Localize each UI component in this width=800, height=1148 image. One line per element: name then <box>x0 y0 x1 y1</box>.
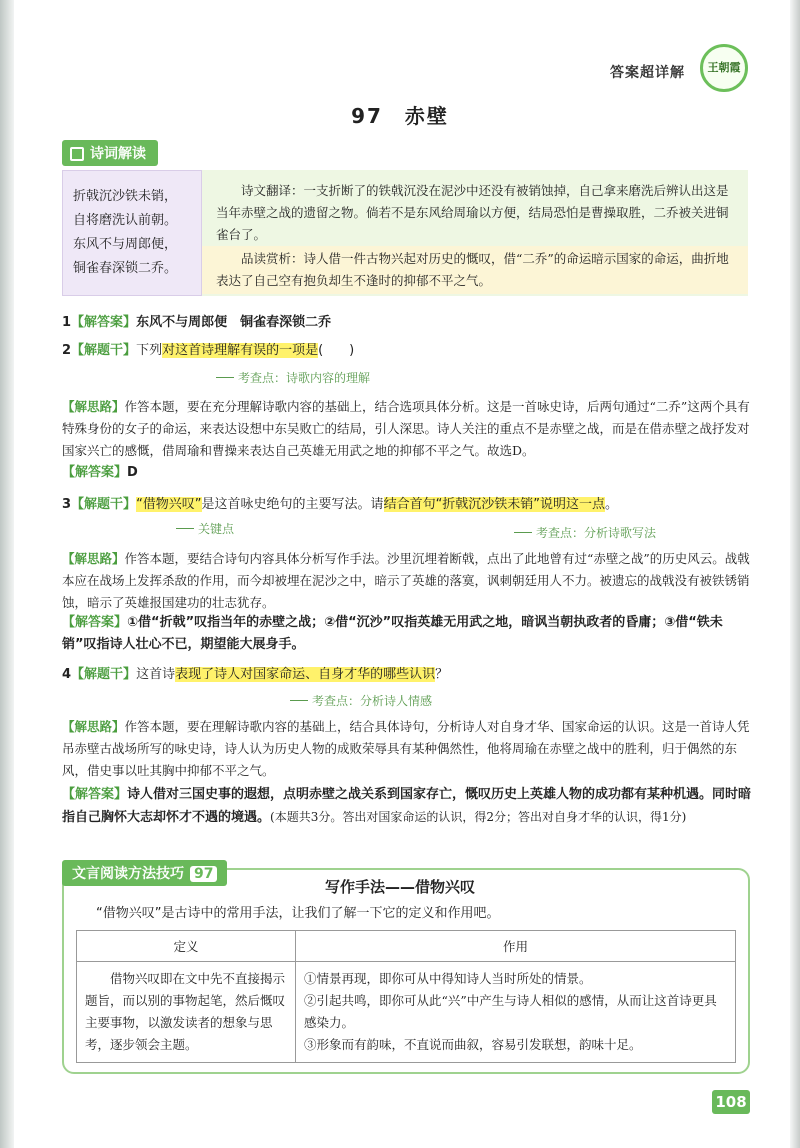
stem-text: 是这首咏史绝句的主要写法。请 <box>201 497 384 512</box>
stem-label: 【解题干】 <box>71 343 137 358</box>
stem-label: 【解题干】 <box>71 667 137 682</box>
note-q3-topic <box>514 524 656 541</box>
q3-answer <box>62 612 752 656</box>
note-text: 关键点 <box>198 522 235 536</box>
answer-label: 【解答案】 <box>71 315 137 330</box>
logo-text: 王朝霞 <box>707 61 741 74</box>
arrow-icon <box>290 700 308 701</box>
column-header-effect: 作用 <box>296 931 736 962</box>
arrow-icon <box>216 377 234 378</box>
stem-text: 。 <box>605 497 619 512</box>
q4-answer <box>62 784 752 829</box>
tips-tag-label: 文言阅读方法技巧 <box>72 866 184 882</box>
effect-item: ②引起共鸣，即你可从此“兴”中产生与诗人相似的感情，从而让这首诗更具感染力。 <box>304 993 717 1030</box>
analysis-label: 【解思路】 <box>62 399 125 414</box>
stem-label: 【解题干】 <box>71 497 137 512</box>
arrow-icon <box>514 532 532 533</box>
page-edge-right <box>790 0 800 1148</box>
stem-highlight: 结合首句“折戟沉沙铁未销”说明这一点 <box>383 497 606 512</box>
stem-highlight: 表现了诗人对国家命运、自身才华的哪些认识 <box>175 667 436 682</box>
arrow-icon <box>176 528 194 529</box>
question-3 <box>62 494 752 516</box>
question-number: 1 <box>62 315 72 330</box>
question-1 <box>62 312 752 334</box>
question-4 <box>62 664 752 686</box>
tips-tag-number: 97 <box>190 866 217 882</box>
question-2 <box>62 340 752 362</box>
note-q4 <box>290 692 432 709</box>
answer-label: 【解答案】 <box>62 465 128 480</box>
note-text: 考查点：分析诗人情感 <box>312 694 433 708</box>
effect-cell <box>296 962 736 1063</box>
analysis-text: 作答本题，要结合诗句内容具体分析写作手法。沙里沉埋着断戟，点出了此地曾有过“赤壁之战”的历史风云。战戟本应在战场上发挥杀敌的作用，而今却被埋在泥沙之中，暗示了英雄的落寞，讽刺朝廷用人不力。被遗忘的战戟没有被铁锈销蚀，暗示了英雄报国建功的壮志犹存。 <box>62 551 750 610</box>
effect-item: ①情景再现，即你可从中得知诗人当时所处的情景。 <box>304 971 592 986</box>
question-number: 3 <box>62 497 72 512</box>
appreciation-text: 品读赏析：诗人借一件古物兴起对历史的慨叹，借“二乔”的命运暗示国家的命运，曲折地表达了自己空有抱负却生不逢时的抑郁不平之气。 <box>202 246 748 294</box>
header-text: 答案超详解 <box>610 65 685 81</box>
poem-line: 东风不与周郎便， <box>73 237 178 252</box>
answer-text: 诗人借对三国史事的遐想，点明赤壁之战关系到国家存亡，慨叹历史上英雄人物的成功都有某种机遇。同时暗指自己胸怀大志却怀才不遇的境遇。 <box>62 787 752 825</box>
stem-text: ( ) <box>318 343 355 358</box>
poem-box <box>62 170 202 296</box>
calendar-icon <box>70 147 84 161</box>
page-edge-left <box>0 0 14 1148</box>
q2-answer <box>62 462 752 484</box>
poem-line: 折戟沉沙铁未销， <box>73 189 178 204</box>
section-tag-label: 诗词解读 <box>90 146 146 162</box>
page-title: 97 赤壁 <box>351 104 449 128</box>
poem-line: 自将磨洗认前朝。 <box>73 213 178 228</box>
page-header <box>588 52 758 92</box>
section-tag-poem <box>62 140 158 166</box>
column-header-definition: 定义 <box>77 931 296 962</box>
analysis-label: 【解思路】 <box>62 719 125 734</box>
analysis-text: 作答本题，要在理解诗歌内容的基础上，结合具体诗句，分析诗人对自身才华、国家命运的认识。这是一首诗人凭吊赤壁古战场所写的咏史诗，诗人认为历史人物的成败荣辱具有某种偶然性，他将周瑜在赤壁之战中的胜利，归于偶然的东风，借史事以吐其胸中抑郁不平之气。 <box>62 719 750 778</box>
tips-intro: “借物兴叹”是古诗中的常用手法，让我们了解一下它的定义和作用吧。 <box>96 906 500 921</box>
q2-analysis <box>62 396 752 462</box>
page-number: 108 <box>712 1090 750 1114</box>
score-note: (本题共3分。答出对国家命运的认识，得2分；答出对自身才华的认识，得1分) <box>270 810 687 824</box>
answer-label: 【解答案】 <box>62 787 128 802</box>
publisher-logo <box>700 44 748 92</box>
answer-text: ①借“折戟”叹指当年的赤壁之战；②借“沉沙”叹指英雄无用武之地，暗讽当朝执政者的昏庸；③借“铁未销”叹指诗人壮心不已，期望能大展身手。 <box>62 615 723 652</box>
question-number: 2 <box>62 343 72 358</box>
stem-text: 下列 <box>136 343 163 358</box>
stem-highlight: “借物兴叹” <box>136 497 202 512</box>
analysis-label: 【解思路】 <box>62 551 125 566</box>
note-q2 <box>216 369 370 386</box>
answer-text: D <box>127 465 138 480</box>
answer-text: 东风不与周郎便 铜雀春深锁二乔 <box>136 315 332 330</box>
tips-title: 写作手法——借物兴叹 <box>324 878 475 896</box>
translation-box <box>202 170 748 296</box>
translation-text: 诗文翻译：一支折断了的铁戟沉没在泥沙中还没有被销蚀掉，自己拿来磨洗后辨认出这是当年赤壁之战的遗留之物。倘若不是东风给周瑜以方便，结局恐怕是曹操取胜，二乔被关进铜雀台了。 <box>216 183 729 242</box>
note-q3-key <box>176 520 234 537</box>
q4-analysis <box>62 716 752 782</box>
definition-cell: 借物兴叹即在文中先不直接揭示题旨，而以别的事物起笔，然后慨叹主要事物，以激发读者的想象与思考，逐步领会主题。 <box>77 962 296 1063</box>
stem-highlight: 对这首诗理解有误的一项是 <box>162 343 319 358</box>
q3-analysis <box>62 548 752 614</box>
note-text: 考查点：诗歌内容的理解 <box>238 371 371 385</box>
note-text: 考查点：分析诗歌写法 <box>536 526 657 540</box>
stem-text: ？ <box>435 667 449 682</box>
answer-label: 【解答案】 <box>62 615 128 630</box>
effect-item: ③形象而有韵味，不直说而曲叙，容易引发联想，韵味十足。 <box>304 1037 642 1052</box>
stem-text: 这首诗 <box>136 667 176 682</box>
tips-table <box>76 930 736 1063</box>
analysis-text: 作答本题，要在充分理解诗歌内容的基础上，结合选项具体分析。这是一首咏史诗，后两句通过“二乔”这两个具有特殊身份的女子的命运，来表达设想中东吴败亡的结局，引人深思。诗人关注的重点不是赤壁之战，而是在借赤壁之战抒发对国家兴亡的感慨，借周瑜和曹操来表达自己英雄无用武之地的抑郁不平之气。故选D。 <box>62 399 750 458</box>
poem-line: 铜雀春深锁二乔。 <box>73 261 178 276</box>
question-number: 4 <box>62 667 72 682</box>
